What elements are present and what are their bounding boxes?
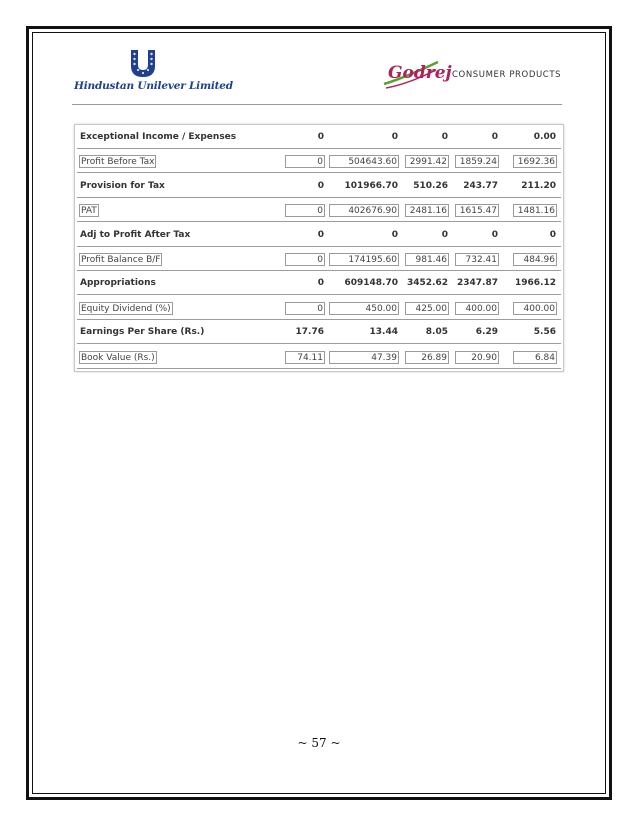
table-cell: 2481.16 (405, 204, 449, 217)
table-cell: 174195.60 (329, 253, 399, 266)
table-row (75, 296, 563, 320)
row-label: Earnings Per Share (Rs.) (80, 327, 205, 338)
table-cell: 0 (285, 253, 325, 266)
table-cell: 26.89 (405, 351, 449, 364)
table-cell: 402676.90 (329, 204, 399, 217)
table-cell: 400.00 (513, 302, 557, 315)
table-cell: 0 (441, 229, 448, 240)
table-cell: 243.77 (463, 180, 498, 191)
unilever-u-icon (128, 48, 158, 78)
table-cell: 1966.12 (515, 278, 556, 289)
table-cell: 0 (285, 155, 325, 168)
table-cell: 0.00 (533, 132, 556, 142)
table-cell: 3452.62 (407, 278, 448, 289)
table-cell: 1481.16 (513, 204, 557, 217)
table-cell: 981.46 (405, 253, 449, 266)
table-cell: 425.00 (405, 302, 449, 315)
table-cell: 0 (491, 132, 498, 142)
table-row (75, 174, 563, 198)
table-cell: 0 (317, 278, 324, 289)
table-cell: 484.96 (513, 253, 557, 266)
table-cell: 510.26 (413, 180, 448, 191)
page-number: ~ 57 ~ (297, 736, 341, 750)
table-row (75, 223, 563, 247)
table-cell: 2347.87 (457, 278, 498, 289)
godrej-wordmark: Godrej (388, 63, 452, 83)
table-cell: 0 (391, 229, 398, 240)
row-label: Book Value (Rs.) (81, 352, 155, 363)
table-cell: 609148.70 (344, 278, 398, 289)
row-label: Profit Balance B/F (81, 255, 161, 265)
table-row (75, 247, 563, 271)
financial-table (74, 124, 564, 372)
row-label: Exceptional Income / Expenses (80, 132, 237, 142)
hindustan-unilever-logo (74, 48, 233, 96)
table-cell: 1615.47 (455, 204, 499, 217)
table-cell: 6.84 (513, 351, 557, 364)
table-cell: 20.90 (455, 351, 499, 364)
table-cell: 5.56 (533, 327, 556, 338)
row-label: Profit Before Tax (81, 157, 155, 168)
godrej-consumer-products-logo (380, 58, 570, 94)
row-label: Appropriations (80, 278, 156, 289)
table-cell: 0 (441, 132, 448, 142)
row-label: Provision for Tax (80, 180, 165, 191)
table-cell: 0 (285, 204, 325, 217)
table-cell: 0 (317, 180, 324, 191)
row-label: PAT (81, 206, 97, 217)
godrej-division: CONSUMER PRODUCTS (452, 70, 562, 80)
table-cell: 504643.60 (329, 155, 399, 168)
table-cell: 400.00 (455, 302, 499, 315)
table-cell: 0 (391, 132, 398, 142)
table-cell: 47.39 (329, 351, 399, 364)
row-label: Adj to Profit After Tax (80, 229, 191, 240)
table-cell: 0 (317, 229, 324, 240)
table-row (75, 198, 563, 222)
table-cell: 732.41 (455, 253, 499, 266)
table-cell: 8.05 (425, 327, 448, 338)
table-cell: 450.00 (329, 302, 399, 315)
table-row (75, 125, 563, 149)
table-cell: 1859.24 (455, 155, 499, 168)
table-cell: 0 (549, 229, 556, 240)
table-row (75, 149, 563, 173)
header-divider (72, 104, 562, 105)
table-cell: 0 (317, 132, 324, 142)
hul-company-name: Hindustan Unilever Limited (74, 80, 233, 92)
table-cell: 6.29 (475, 327, 498, 338)
table-cell: 101966.70 (344, 180, 398, 191)
table-row (75, 271, 563, 295)
table-cell: 2991.42 (405, 155, 449, 168)
table-cell: 211.20 (521, 180, 556, 191)
table-cell: 0 (491, 229, 498, 240)
table-cell: 13.44 (369, 327, 398, 338)
row-divider (77, 368, 561, 369)
table-cell: 0 (285, 302, 325, 315)
table-cell: 1692.36 (513, 155, 557, 168)
row-label: Equity Dividend (%) (81, 303, 171, 314)
table-cell: 17.76 (295, 327, 324, 338)
table-row (75, 320, 563, 344)
table-cell: 74.11 (285, 351, 325, 364)
table-row (75, 345, 563, 369)
